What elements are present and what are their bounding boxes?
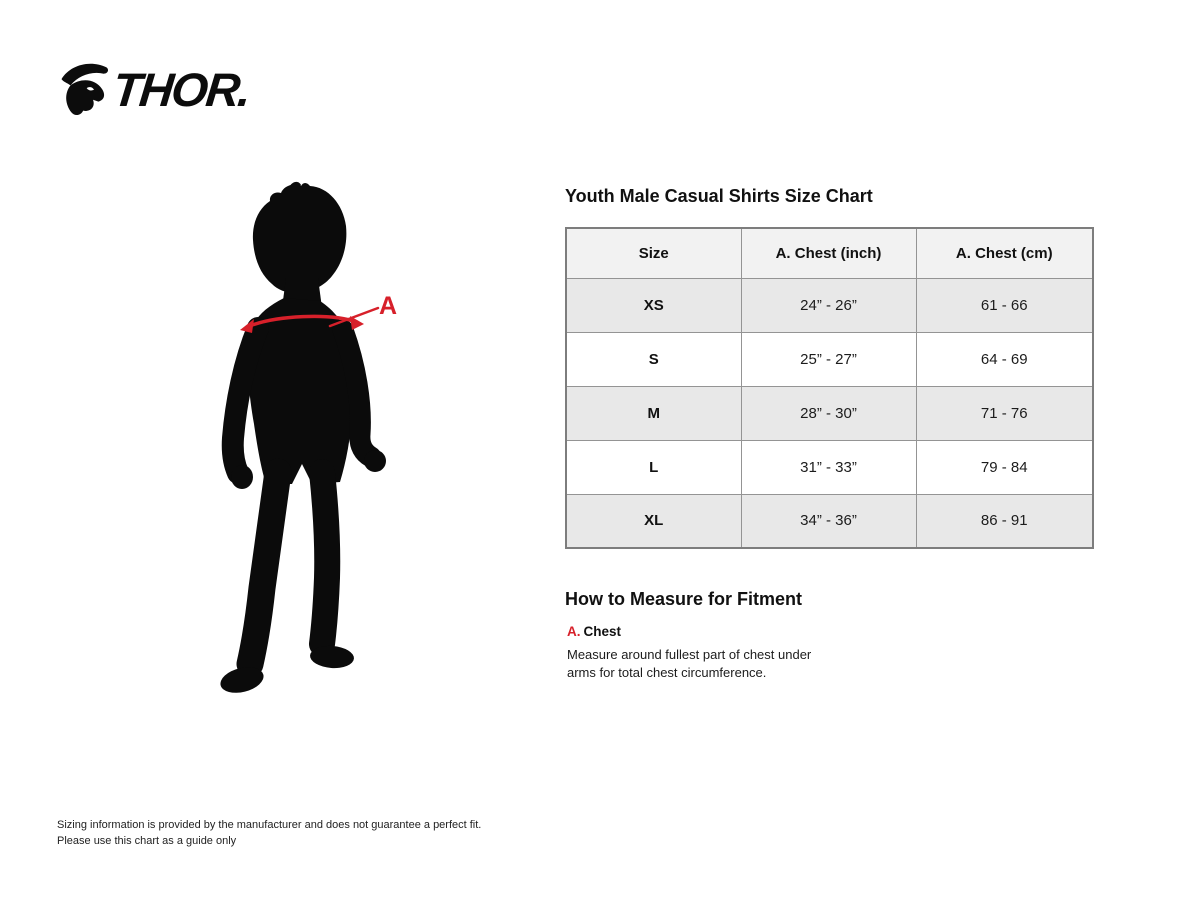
cell-chest-cm: 86 - 91: [916, 494, 1093, 548]
measure-heading: How to Measure for Fitment: [565, 589, 803, 609]
disclaimer-line-1: Sizing information is provided by the manufacturer and does not guarantee a perfect fit.: [57, 819, 482, 831]
brand-logo-text: THOR.: [110, 62, 253, 116]
table-header-row: [566, 228, 1093, 278]
measure-key: A.: [567, 624, 581, 639]
measure-item-chest: [567, 623, 817, 681]
cell-size: S: [566, 332, 741, 386]
cell-size: M: [566, 386, 741, 440]
cell-chest-inch: 31” - 33”: [741, 440, 916, 494]
cell-size: L: [566, 440, 741, 494]
cell-chest-inch: 28” - 30”: [741, 386, 916, 440]
measure-name: Chest: [583, 624, 622, 639]
column-header-chest-cm: A. Chest (cm): [916, 228, 1093, 278]
child-silhouette-graphic: [180, 180, 460, 725]
table-row: [566, 494, 1093, 548]
measurement-label-a: A: [379, 292, 398, 320]
cell-chest-cm: 64 - 69: [916, 332, 1093, 386]
cell-chest-inch: 24” - 26”: [741, 278, 916, 332]
column-header-size: Size: [566, 228, 741, 278]
disclaimer: [57, 818, 481, 850]
disclaimer-line-2: Please use this chart as a guide only: [57, 834, 237, 847]
thor-goat-icon: [57, 60, 111, 118]
measure-item-title: [567, 623, 817, 641]
cell-chest-cm: 79 - 84: [916, 440, 1093, 494]
size-chart-table: [565, 227, 1094, 549]
column-header-chest-inch: A. Chest (inch): [741, 228, 916, 278]
measure-description: Measure around fullest part of chest under arms for total chest circumference.: [567, 647, 812, 680]
cell-chest-cm: 71 - 76: [916, 386, 1093, 440]
cell-chest-inch: 25” - 27”: [741, 332, 916, 386]
brand-logo: [57, 60, 253, 118]
table-row: [566, 440, 1093, 494]
size-chart-title: Youth Male Casual Shirts Size Chart: [565, 186, 873, 206]
measurement-figure: [180, 180, 460, 725]
cell-size: XS: [566, 278, 741, 332]
cell-chest-cm: 61 - 66: [916, 278, 1093, 332]
table-row: [566, 332, 1093, 386]
cell-size: XL: [566, 494, 741, 548]
table-row: [566, 278, 1093, 332]
table-row: [566, 386, 1093, 440]
cell-chest-inch: 34” - 36”: [741, 494, 916, 548]
